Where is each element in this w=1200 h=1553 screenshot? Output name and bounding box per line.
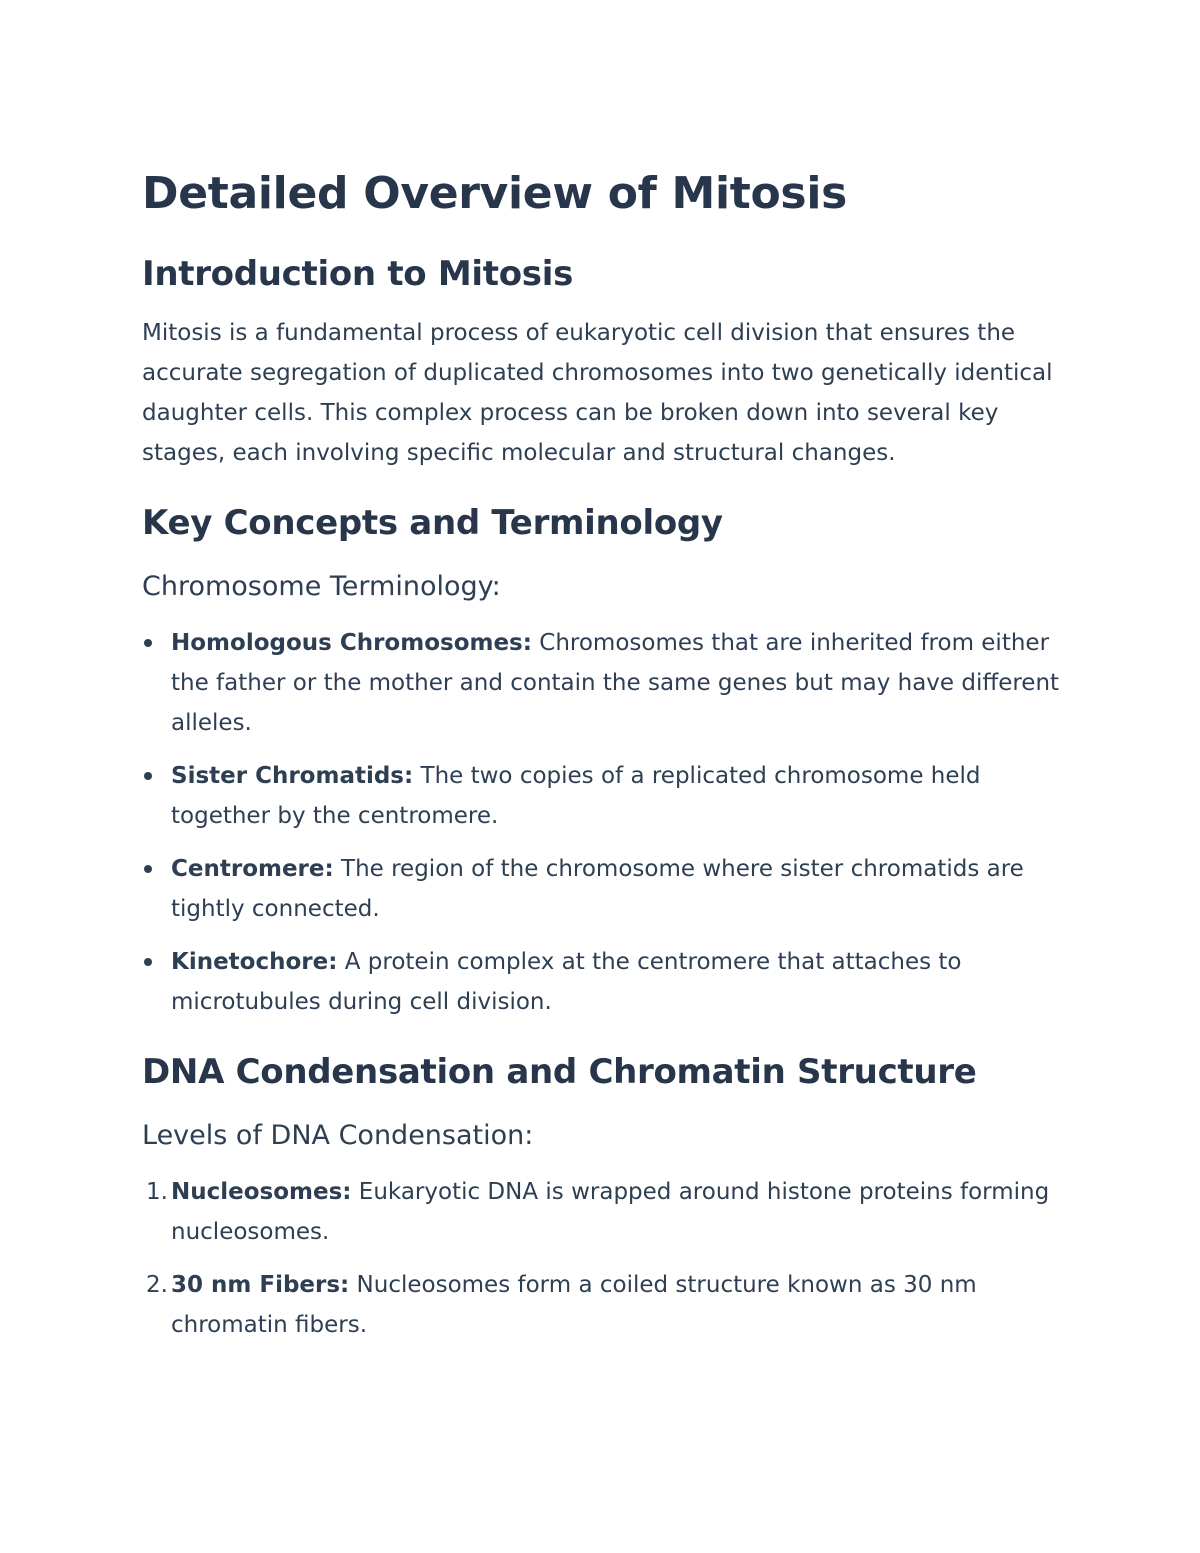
document-title: Detailed Overview of Mitosis (142, 168, 847, 219)
intro-paragraph: Mitosis is a fundamental process of eukaryotic cell division that ensures the accurate segregation of duplicated chromosomes into two genetically identical daughter cells. This complex process can be broken down into several key stages, each involving specific molecular and structural changes. (142, 320, 1053, 466)
list-number: 1. (146, 1179, 168, 1205)
term-label: Centromere: (171, 856, 334, 882)
section-heading-key-concepts: Key Concepts and Terminology (142, 503, 723, 543)
term-label: Sister Chromatids: (171, 763, 414, 789)
dna-condensation-list (142, 1172, 1062, 1345)
term-definition: Chromosomes that are inherited from either the father or the mother and contain the same genes but may have different alleles. (171, 630, 1060, 736)
list-item (142, 849, 1062, 929)
term-label: Nucleosomes: (171, 1179, 352, 1205)
list-item (142, 756, 1062, 836)
list-item (142, 1172, 1062, 1252)
list-number: 2. (146, 1272, 168, 1298)
term-definition: A protein complex at the centromere that attaches to microtubules during cell division. (171, 949, 962, 1015)
bullet-icon (144, 772, 152, 780)
section-heading-dna-condensation: DNA Condensation and Chromatin Structure (142, 1052, 977, 1092)
document-page (142, 166, 1062, 1345)
term-label: 30 nm Fibers: (171, 1272, 350, 1298)
subheading-chromosome-terminology: Chromosome Terminology: (142, 571, 501, 602)
bullet-icon (144, 958, 152, 966)
list-item (142, 1265, 1062, 1345)
term-definition: Eukaryotic DNA is wrapped around histone proteins forming nucleosomes. (171, 1179, 1050, 1245)
subheading-levels-of-dna-condensation: Levels of DNA Condensation: (142, 1120, 534, 1151)
term-definition: Nucleosomes form a coiled structure known as 30 nm chromatin fibers. (171, 1272, 977, 1338)
term-definition: The region of the chromosome where sister chromatids are tightly connected. (171, 856, 1024, 922)
term-label: Kinetochore: (171, 949, 338, 975)
list-item (142, 623, 1062, 743)
bullet-icon (144, 865, 152, 873)
list-item (142, 942, 1062, 1022)
bullet-icon (144, 639, 152, 647)
section-heading-introduction: Introduction to Mitosis (142, 254, 574, 294)
chromosome-terminology-list (142, 623, 1062, 1022)
term-label: Homologous Chromosomes: (171, 630, 532, 656)
term-definition: The two copies of a replicated chromosome held together by the centromere. (171, 763, 981, 829)
